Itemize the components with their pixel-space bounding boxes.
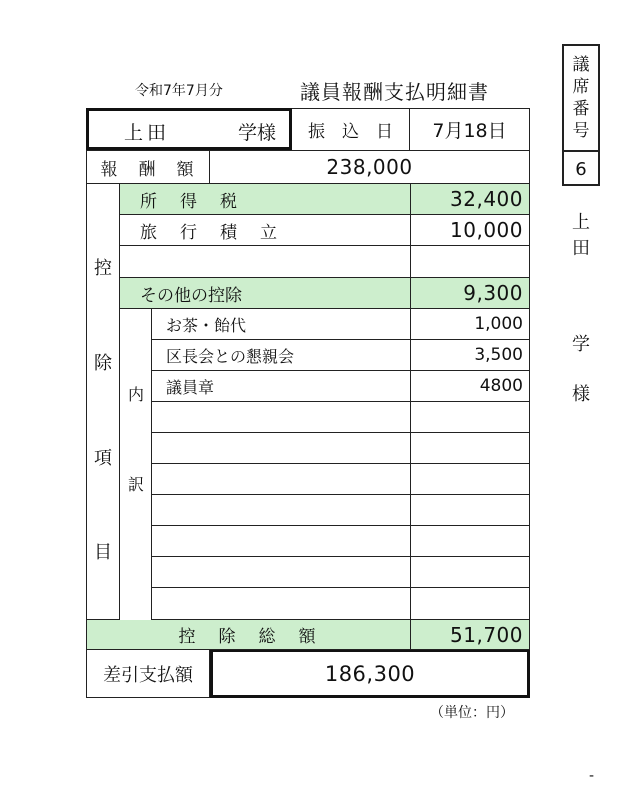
recipient-name: 上田 [124,122,171,144]
net-pay-amount: 186,300 [210,650,530,698]
vertical-name-1: 田 [572,238,590,259]
seat-label-2: 番 [572,99,590,119]
breakdown-item: お茶・飴代 [152,309,410,340]
breakdown-item: 議員章 [152,371,410,402]
breakdown-amount: 3,500 [410,340,530,371]
seat-label-1: 席 [572,77,590,97]
deduction-item-travel: 旅 行 積 立 [120,215,410,246]
transfer-date-label: 振 込 日 [292,108,410,150]
seat-number: 6 [575,158,587,180]
deduction-amount-travel: 10,000 [410,215,530,246]
breakdown-amount: 1,000 [410,309,530,340]
unit-note: （単位：円） [430,705,514,721]
seat-label-3: 号 [572,121,590,141]
deduction-amount-empty [410,246,530,278]
deduction-total-amount: 51,700 [410,620,530,650]
deduction-total-label: 控 除 総 額 [86,620,410,650]
breakdown-amount [410,495,530,526]
breakdown-item [152,402,410,433]
transfer-date: 7月18日 [410,108,530,150]
side-label-3: 目 [94,542,112,563]
statement-table [86,108,530,698]
side-label-0: 控 [94,258,112,279]
breakdown-item [152,588,410,620]
seat-label-0: 議 [572,55,590,75]
breakdown-amount [410,433,530,464]
breakdown-label-1: 訳 [128,475,145,494]
seat-divider [562,150,600,152]
footer-mark: - [589,768,595,784]
breakdown-amount [410,526,530,557]
breakdown-amount [410,588,530,620]
deduction-item-empty [120,246,410,278]
vertical-name-3: 様 [572,384,590,405]
breakdown-side-column [120,309,152,620]
breakdown-item [152,557,410,588]
recipient-honorific: 学様 [238,122,277,144]
breakdown-amount: 4800 [410,371,530,402]
breakdown-amount [410,402,530,433]
deduction-item-other: その他の控除 [120,278,410,309]
breakdown-amount [410,464,530,495]
salary-label: 報 酬 額 [86,150,210,184]
breakdown-label-0: 内 [128,385,145,404]
side-label-2: 項 [94,448,112,469]
breakdown-item [152,526,410,557]
breakdown-item: 区長会との懇親会 [152,340,410,371]
document-title: 議員報酬支払明細書 [300,80,489,104]
vertical-name-2: 学 [572,334,590,355]
net-pay-label: 差引支払額 [86,650,210,698]
deduction-item-income-tax: 所 得 税 [120,184,410,215]
side-label-1: 除 [94,353,112,374]
vertical-name-0: 上 [572,212,590,233]
deduction-amount-income-tax: 32,400 [410,184,530,215]
breakdown-item [152,495,410,526]
issue-date: 令和7年7月分 [135,83,223,99]
breakdown-item [152,433,410,464]
salary-amount: 238,000 [210,150,530,184]
deduction-amount-other: 9,300 [410,278,530,309]
breakdown-item [152,464,410,495]
breakdown-amount [410,557,530,588]
